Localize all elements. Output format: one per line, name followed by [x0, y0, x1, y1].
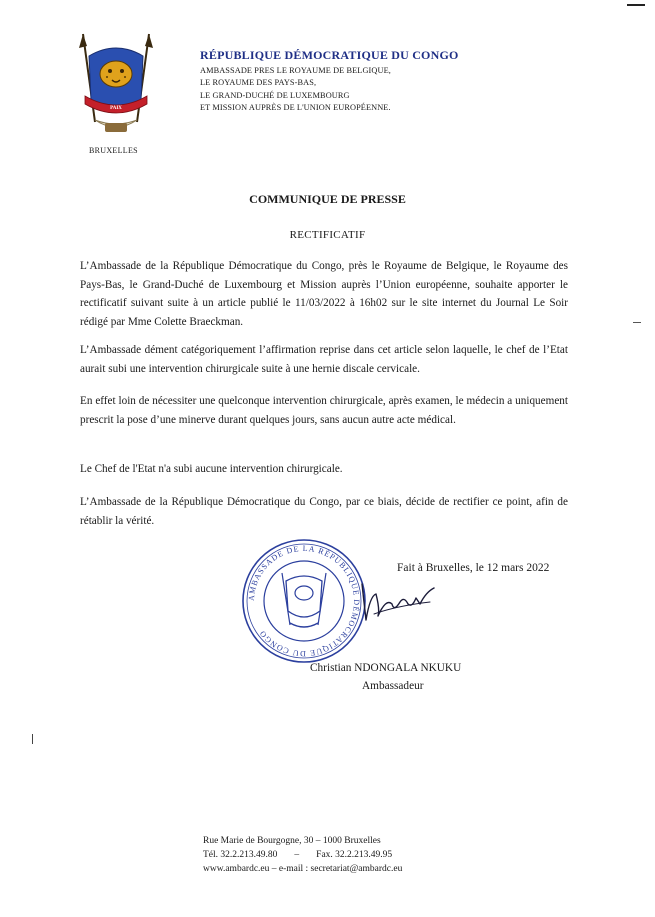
paragraph: L’Ambassade de la République Démocratique du Congo, près le Royaume de Belgique, le Royaume des Pays-Bas, le Grand-Duché de Luxembourg et Mission auprès l’Union européenne, souhaite apporter le rectificatif suivant suite à un article publié le 11/03/2022 à 16h02 sur le site internet du Journal Le Soir rédigé par Mme Colette Braeckman.: [80, 260, 568, 329]
scan-mark: [627, 4, 645, 6]
scan-mark: [633, 322, 641, 323]
letterhead-line: LE ROYAUME DES PAYS-BAS,: [200, 78, 317, 88]
signatory-role: Ambassadeur: [362, 680, 424, 692]
svg-text:PAIX: PAIX: [110, 106, 122, 111]
emblem-city-caption: BRUXELLES: [89, 146, 138, 155]
paragraph: L’Ambassade de la République Démocratique du Congo, par ce biais, décide de rectifier ce point, afin de rétablir la vérité.: [80, 496, 568, 527]
coat-of-arms-emblem: [75, 30, 157, 136]
scan-mark: [32, 734, 33, 744]
embassy-stamp: [240, 537, 368, 665]
handwritten-signature: [356, 574, 438, 626]
footer: [203, 834, 402, 876]
footer-fax: Fax. 32.2.213.49.95: [316, 850, 393, 860]
document-title: COMMUNIQUE DE PRESSE: [249, 192, 406, 206]
signatory-name: Christian NDONGALA NKUKU: [310, 662, 462, 674]
footer-tel: Tél. 32.2.213.49.80: [203, 850, 278, 860]
document-subtitle: RECTIFICATIF: [289, 229, 366, 241]
paragraph: Le Chef de l'Etat n'a subi aucune intervention chirurgicale.: [80, 463, 343, 475]
footer-address: Rue Marie de Bourgogne, 30 – 1000 Bruxelles: [203, 836, 381, 846]
letterhead-line: AMBASSADE PRES LE ROYAUME DE BELGIQUE,: [200, 66, 391, 75]
stamp-text: AMBASSADE DE LA RÉPUBLIQUE DÉMOCRATIQUE DU CONGO: [246, 543, 362, 659]
footer-phone-fax: [203, 848, 402, 862]
letterhead-line: ET MISSION AUPRÈS DE L'UNION EUROPÉENNE.: [200, 103, 391, 113]
footer-separator: –: [294, 850, 300, 860]
place-date: Fait à Bruxelles, le 12 mars 2022: [397, 562, 550, 574]
footer-web-email: www.ambardc.eu – e-mail : secretariat@ambardc.eu: [203, 864, 403, 874]
letterhead-line: LE GRAND-DUCHÉ DE LUXEMBOURG: [200, 90, 350, 100]
paragraph: En effet loin de nécessiter une quelconque intervention chirurgicale, après examen, le médecin a uniquement prescrit la pose d’une minerve durant quelques jours, sans aucun autre acte médical.: [80, 395, 568, 426]
country-name: RÉPUBLIQUE DÉMOCRATIQUE DU CONGO: [200, 48, 459, 62]
paragraph: L’Ambassade dément catégoriquement l’affirmation reprise dans cet article selon laquelle, le chef de l’Etat aurait subi une intervention chirurgicale suite à une hernie discale cervicale.: [80, 344, 568, 375]
letterhead: [200, 48, 459, 115]
